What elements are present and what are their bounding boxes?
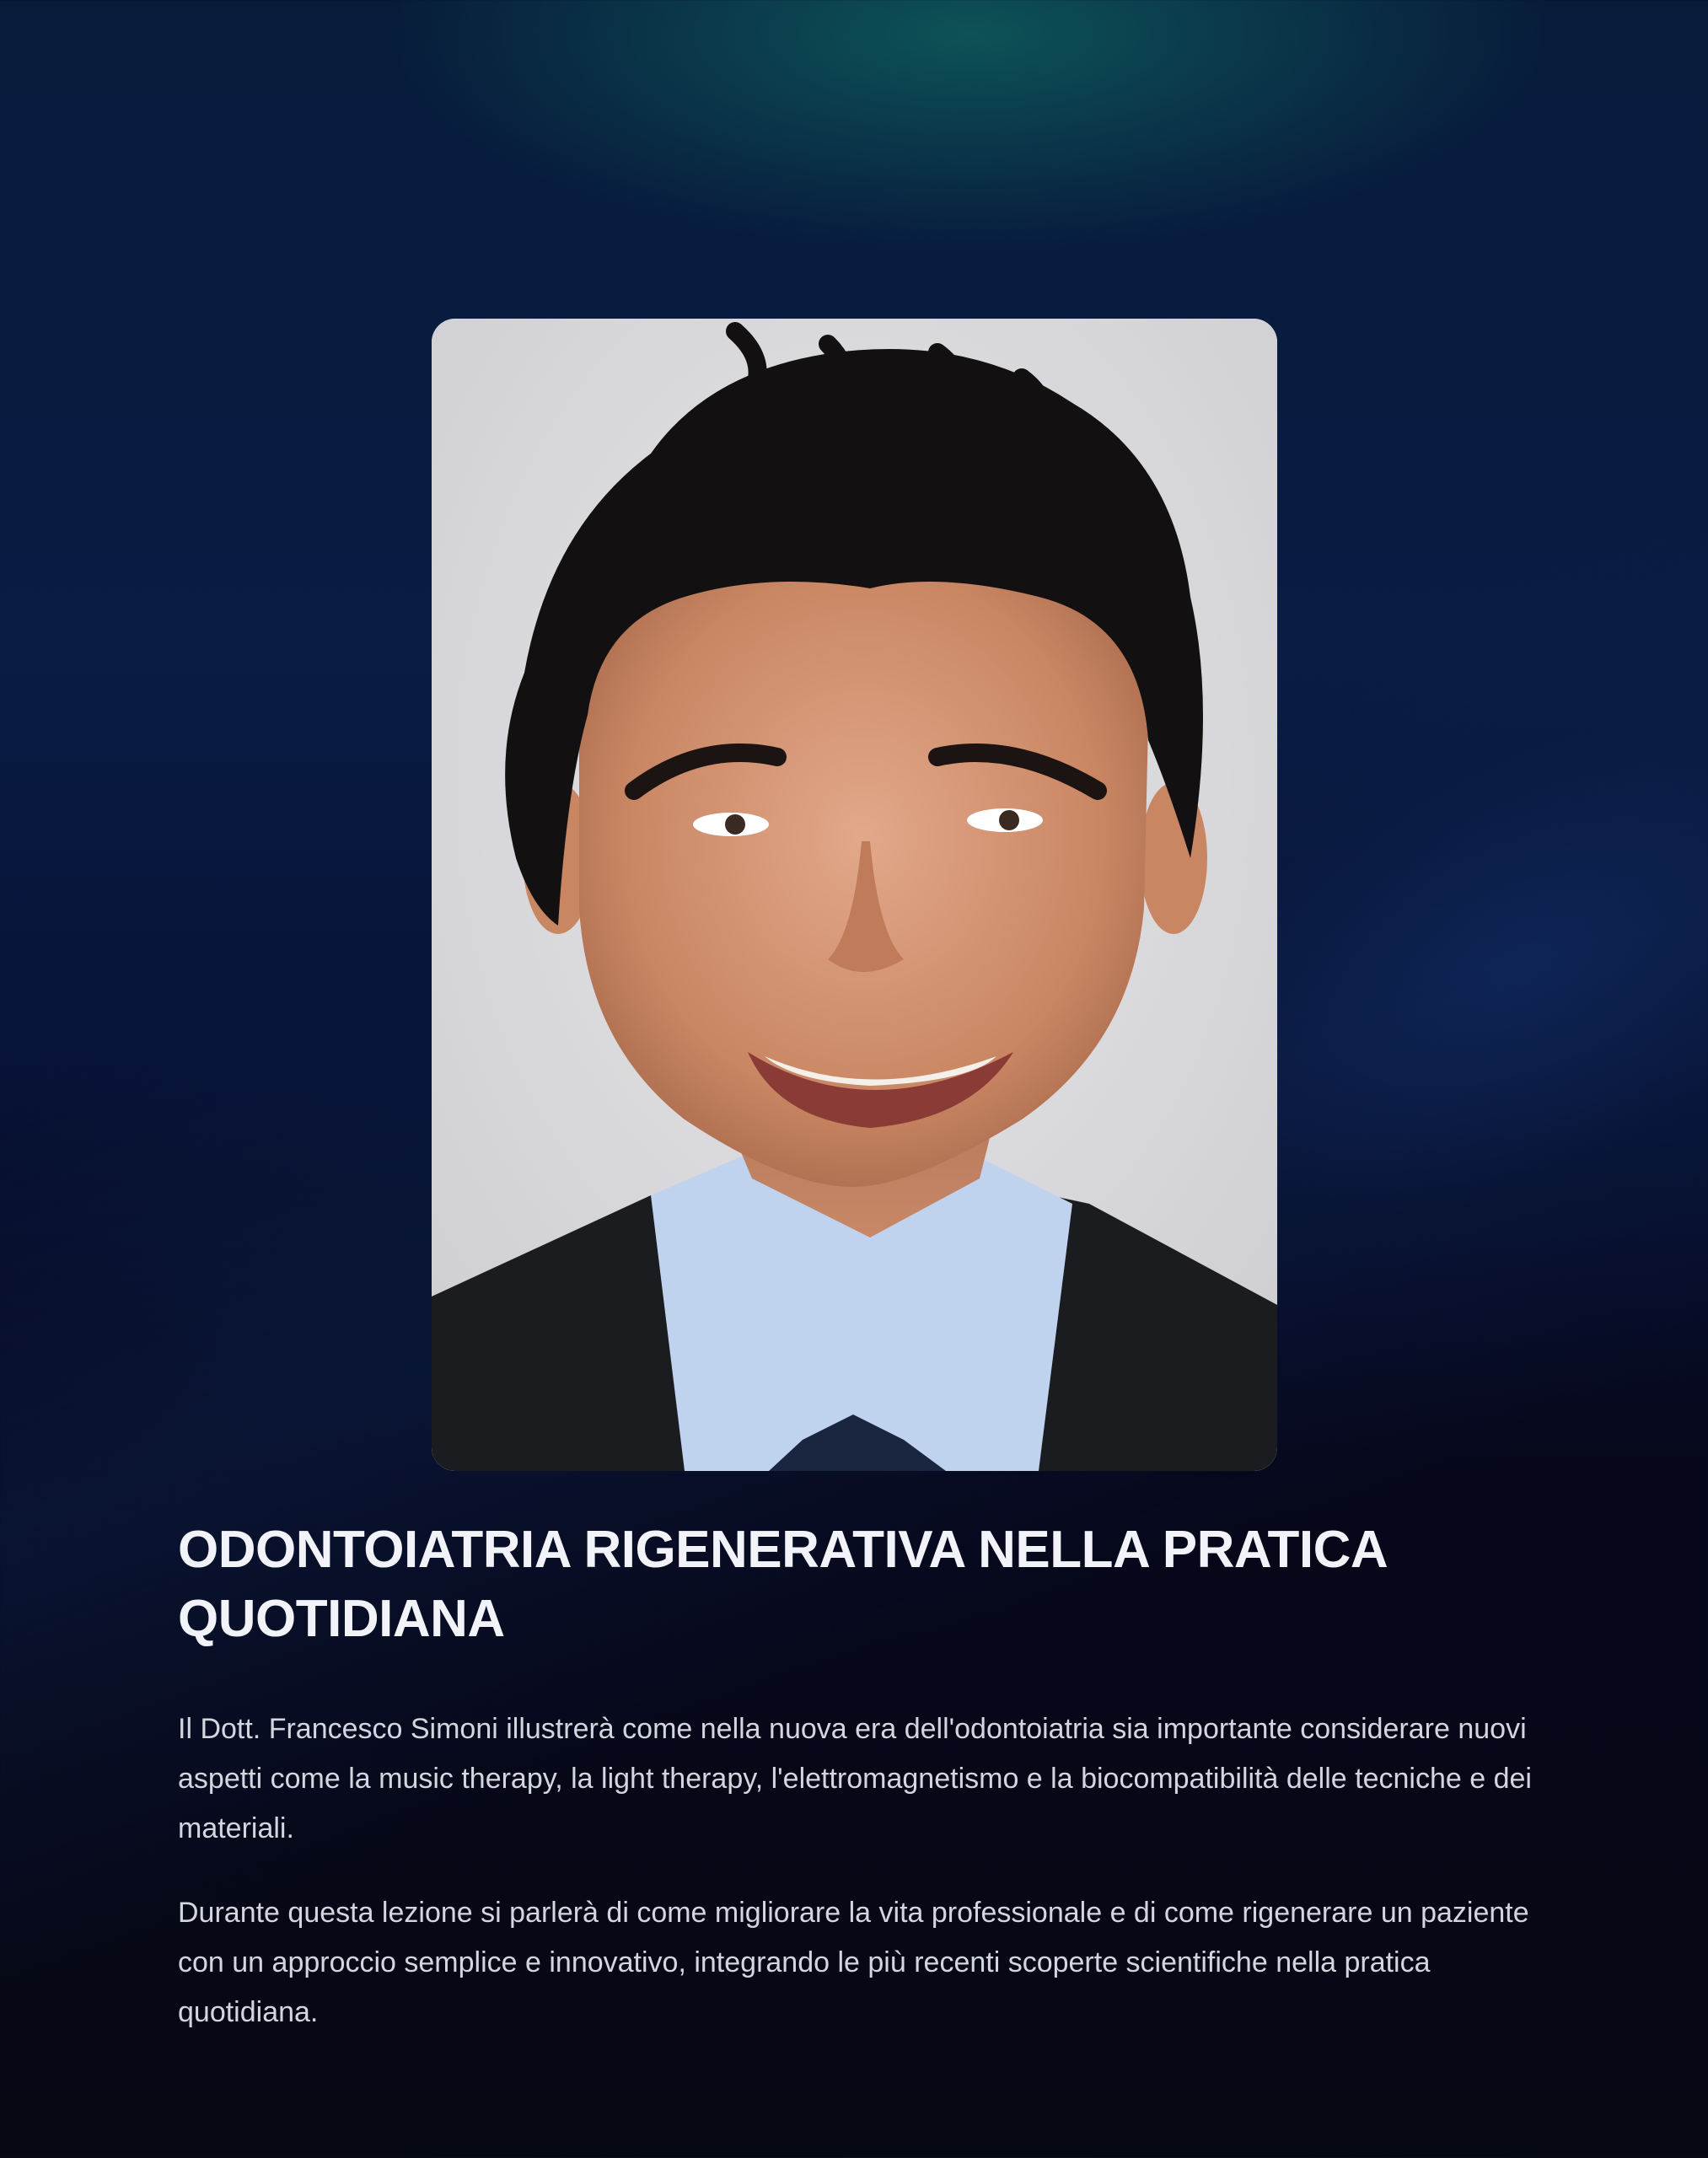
lesson-description-paragraph: Il Dott. Francesco Simoni illustrerà come nella nuova era dell'odontoiatria sia importante considerare nuovi aspetti come la music therapy, la light therapy, l'elettromagnetismo e la biocompatibilità delle tecniche e dei materiali. xyxy=(178,1713,1532,1844)
speaker-portrait xyxy=(432,319,1277,1471)
speaker-photo xyxy=(432,319,1277,1471)
lesson-title: ODONTOIATRIA RIGENERATIVA NELLA PRATICA QUOTIDIANA xyxy=(178,1521,1386,1648)
lesson-description-paragraph: Durante questa lezione si parlerà di come migliorare la vita professionale e di come rigenerare un paziente con un approccio semplice e innovativo, integrando le più recenti scoperte scientifiche nella pratica quotidiana. xyxy=(178,1897,1529,2028)
